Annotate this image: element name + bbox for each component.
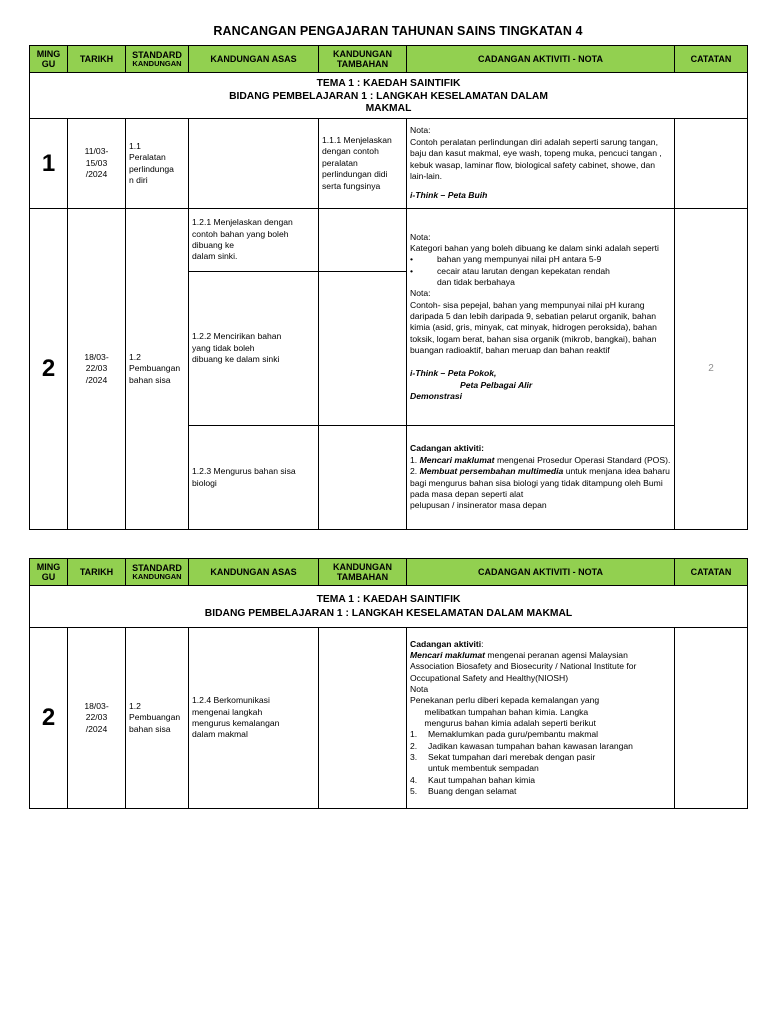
header-catatan: CATATAN	[675, 559, 748, 586]
theme-cell	[30, 73, 748, 119]
step-item: 3. Sekat tumpahan dari merebak dengan pasir untuk membentuk sempadan	[410, 752, 596, 774]
week-number: 2	[30, 209, 68, 530]
header-cadangan-aktiviti: CADANGAN AKTIVITI - NOTA	[407, 559, 675, 586]
nota-label: Nota:	[410, 125, 431, 136]
date-range: 11/03- 15/03 /2024	[68, 119, 126, 209]
kandungan-asas-cell	[189, 119, 319, 209]
ithink-map: i-Think – Peta Buih	[410, 190, 488, 201]
theme-title: TEMA 1 : KAEDAH SAINTIFIK	[316, 77, 461, 89]
nota-label: Nota:	[410, 231, 431, 242]
bullet-item: • bahan yang mempunyai nilai pH antara 5-9	[410, 254, 602, 265]
header-kandungan-tambahan: KANDUNGAN TAMBAHAN	[319, 559, 407, 586]
ithink-map: i-Think – Peta Pokok,	[410, 368, 497, 379]
nota-text: Penekanan perlu diberi kepada kemalangan yang melibatkan tumpahan bahan kimia. Langka mengurus bahan kimia adalah seperti berikut	[410, 695, 600, 728]
learning-area: BIDANG PEMBELAJARAN 1 : LANGKAH KESELAMATAN DALAM MAKMAL	[204, 607, 573, 619]
kandungan-asas-cell: 1.2.3 Mengurus bahan sisa biologi	[189, 426, 319, 530]
kandungan-tambahan-cell	[319, 209, 407, 272]
header-standard-kandungan: STANDARD KANDUNGAN	[126, 559, 189, 586]
nota-label: Nota:	[410, 288, 431, 299]
header-minggu: MING GU	[30, 559, 68, 586]
ithink-map: Peta Pelbagai Alir	[460, 379, 533, 390]
learning-area-line1: BIDANG PEMBELAJARAN 1 : LANGKAH KESELAMATAN DALAM	[229, 91, 548, 103]
theme-row	[30, 73, 748, 119]
cadangan-label: Cadangan aktiviti:	[410, 638, 484, 649]
cadangan-label: Cadangan aktiviti:	[410, 443, 485, 454]
header-tarikh: TARIKH	[68, 559, 126, 586]
cadangan-cell	[407, 628, 675, 809]
steps-list	[410, 729, 671, 797]
catatan-cell	[675, 628, 748, 809]
header-standard-kandungan: STANDARD KANDUNGAN	[126, 46, 189, 73]
week-number: 2	[30, 628, 68, 809]
week-2-row-a	[30, 209, 748, 272]
theme-title: TEMA 1 : KAEDAH SAINTIFIK	[316, 593, 461, 605]
activity-item: 1. Mencari maklumat mengenai Prosedur Operasi Standard (POS).	[410, 454, 671, 465]
nota-text: Kategori bahan yang boleh dibuang ke dalam sinki adalah seperti	[410, 242, 659, 253]
header-minggu: MING GU	[30, 46, 68, 73]
document-title: RANCANGAN PENGAJARAN TAHUNAN SAINS TINGKATAN 4	[213, 24, 583, 38]
nota-text: Contoh- sisa pepejal, bahan yang mempunyai nilai pH kurang daripada 5 dan lebih daripada 9, sebatian pelarut organik, bahan kimia (asid, gris, minyak, cat minyak, hidrogen peroksida), bahan toksik, logam berat, bahan sisa organik (mikrob, bangkai), bahan buangan radioaktif, bahan meruap dan bahan reaktif	[410, 299, 657, 356]
header-tarikh: TARIKH	[68, 46, 126, 73]
step-item: 4. Kaut tumpahan bahan kimia	[410, 774, 536, 785]
step-item: 1. Memaklumkan pada guru/pembantu makmal	[410, 729, 599, 740]
date-range: 18/03- 22/03 /2024	[68, 209, 126, 530]
date-range: 18/03- 22/03 /2024	[68, 628, 126, 809]
kandungan-tambahan-cell	[319, 426, 407, 530]
kandungan-asas-cell: 1.2.1 Menjelaskan dengan contoh bahan yang boleh dibuang ke dalam sinki.	[189, 209, 319, 272]
header-cadangan-aktiviti: CADANGAN AKTIVITI - NOTA	[407, 46, 675, 73]
standard-cell: 1.2 Pembuangan bahan sisa	[126, 628, 189, 809]
nota-text: Contoh peralatan perlindungan diri adalah seperti sarung tangan, baju dan kasut makmal, eye wash, topeng muka, pencuci tangan , kebuk wasap, laminar flow, biological safety cabinet, showe, dan lain-lain.	[410, 136, 662, 181]
theme-row	[30, 586, 748, 628]
kandungan-tambahan-cell: 1.1.1 Menjelaskan dengan contoh peralatan perlindungan didi serta fungsinya	[319, 119, 407, 209]
header-catatan: CATATAN	[675, 46, 748, 73]
header-row	[30, 46, 748, 73]
lesson-plan-table-2	[29, 558, 748, 809]
activity-item: 2. Membuat persembahan multimedia untuk menjana idea baharu bagi mengurus bahan sisa biologi yang tidak ditampung oleh Bumi pada masa depan seperti alat	[410, 466, 670, 499]
theme-cell	[30, 586, 748, 628]
week-1-row	[30, 119, 748, 209]
cadangan-cell	[407, 209, 675, 426]
header-row	[30, 559, 748, 586]
step-item: 2. Jadikan kawasan tumpahan bahan kawasan larangan	[410, 740, 633, 751]
step-item: 5. Buang dengan selamat	[410, 786, 517, 797]
kandungan-tambahan-cell	[319, 628, 407, 809]
activity-item: Mencari maklumat mengenai peranan agensi Malaysian Association Biosafety and Biosecurity / National Institute for Occupational Safety and Healthy(NIOSH)	[410, 649, 637, 683]
standard-cell: 1.1 Peralatan perlindunga n diri	[126, 119, 189, 209]
learning-area-line2: MAKMAL	[365, 102, 412, 114]
activity-item-tail: pelupusan / insinerator masa depan	[410, 500, 547, 511]
kandungan-tambahan-cell	[319, 272, 407, 426]
cadangan-cell	[407, 426, 675, 530]
header-kandungan-asas: KANDUNGAN ASAS	[189, 559, 319, 586]
header-kandungan-tambahan: KANDUNGAN TAMBAHAN	[319, 46, 407, 73]
standard-cell: 1.2 Pembuangan bahan sisa	[126, 209, 189, 530]
week-2-row	[30, 628, 748, 809]
bullet-item: • cecair atau larutan dengan kepekatan rendah dan tidak berbahaya	[410, 265, 610, 287]
catatan-cell	[675, 119, 748, 209]
nota-label: Nota	[410, 683, 429, 694]
header-kandungan-asas: KANDUNGAN ASAS	[189, 46, 319, 73]
kandungan-asas-cell: 1.2.4 Berkomunikasi mengenai langkah mengurus kemalangan dalam makmal	[189, 628, 319, 809]
page-number: 2	[675, 209, 748, 530]
lesson-plan-table-1	[29, 45, 748, 530]
week-number: 1	[30, 119, 68, 209]
demonstrasi-label: Demonstrasi	[410, 391, 463, 402]
kandungan-asas-cell: 1.2.2 Mencirikan bahan yang tidak boleh dibuang ke dalam sinki	[189, 272, 319, 426]
cadangan-cell	[407, 119, 675, 209]
